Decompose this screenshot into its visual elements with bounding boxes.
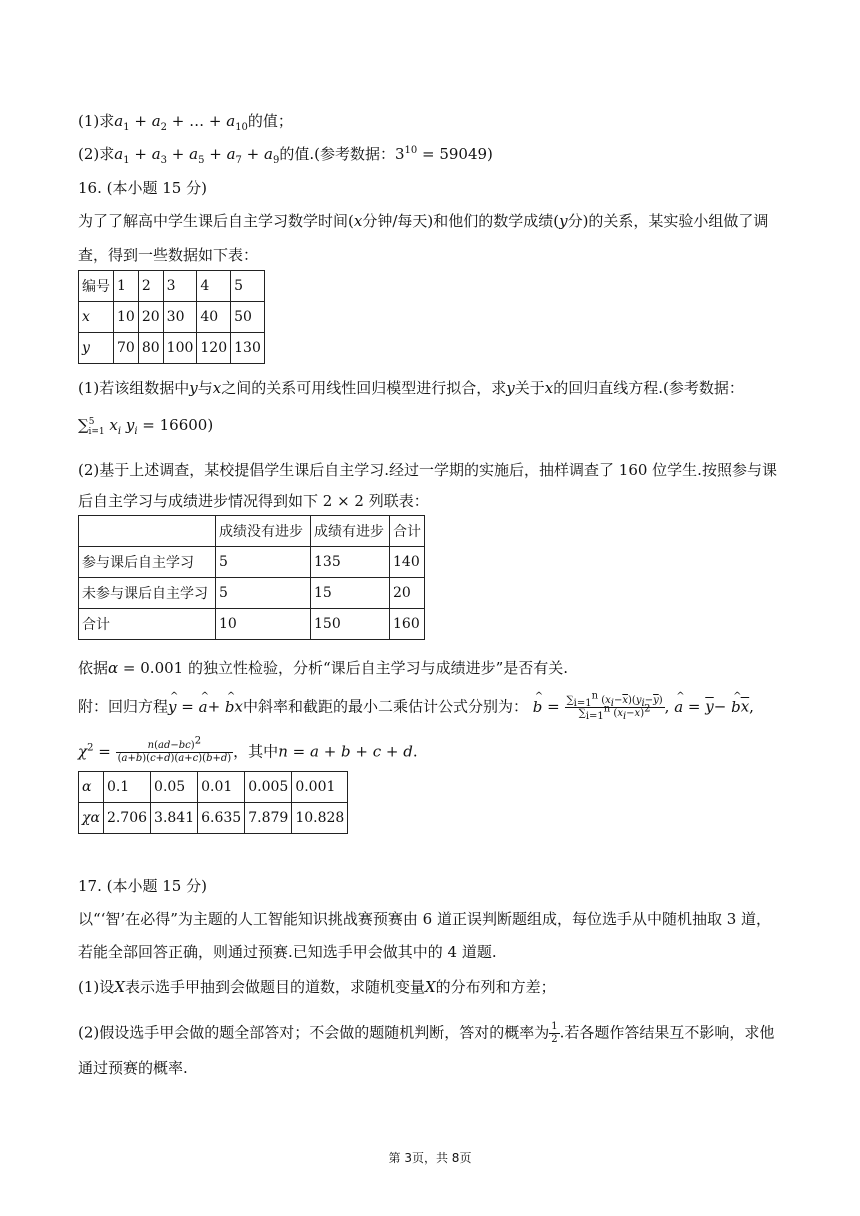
- q16-intro-line1: 为了了解高中学生课后自主学习数学时间(x分钟/每天)和他们的数学成绩(y分)的关系，某实验小组做了调: [78, 212, 769, 230]
- table-cell: 10: [216, 609, 311, 640]
- q16-independence-test: 依据α = 0.001 的独立性检验，分析“课后自主学习与成绩进步”是否有关.: [78, 659, 569, 677]
- table-cell: 10.828: [292, 803, 348, 834]
- table-cell: 30: [163, 302, 197, 333]
- table-cell: y: [79, 333, 114, 364]
- q16-part2-line1: (2)基于上述调查，某校提倡学生课后自主学习.经过一学期的实施后，抽样调查了 160 位学生.按照参与课: [78, 461, 777, 479]
- table-row: [79, 516, 425, 547]
- text: 附：回归方程: [78, 697, 169, 716]
- q16-part1: (1)若该组数据中y与x之间的关系可用线性回归模型进行拟合，求y关于x的回归直线方程.(参考数据：: [78, 379, 744, 397]
- data-table-xy: [78, 270, 265, 364]
- table-cell: 70: [114, 333, 139, 364]
- table-cell: 15: [311, 578, 390, 609]
- text: 分)的关系，某实验小组做了调: [567, 212, 769, 230]
- prev-question-1: (1)求$a_1 + a_2$ + … + $a_{10}$的值；: [78, 112, 293, 133]
- text: ，其中: [233, 742, 279, 761]
- chi-square-fraction: $\frac{n(ad-bc)^2}{(a+b)(c+d)(a+c)(b+d)}$: [117, 735, 232, 764]
- text: 表示选手甲抽到会做题目的道数，求随机变量: [124, 978, 425, 996]
- one-half-fraction: $\frac{1}{2}$: [551, 1021, 558, 1045]
- q16-part2-line2: 后自主学习与成绩进步情况得到如下 2 × 2 列联表：: [78, 492, 429, 510]
- prev-question-2: (2)求$a_1 + a_3 + a_5 + a_7 + a_9$的值.(参考数据：$3^{10} = 59049$): [78, 145, 493, 166]
- q17-line1: 以“‘智’在必得”为主题的人工智能知识挑战赛预赛由 6 道正误判断题组成，每位选手从中随机抽取 3 道，: [78, 910, 772, 928]
- table-cell: 0.005: [245, 772, 292, 803]
- text: 中斜率和截距的最小二乘估计公式分别为：: [242, 697, 528, 716]
- text: 关于: [514, 379, 545, 397]
- text: (2)求: [78, 145, 115, 163]
- q16-intro-line2: 查，得到一些数据如下表：: [78, 246, 259, 264]
- table-cell: 0.001: [292, 772, 348, 803]
- table-cell: 50: [231, 302, 265, 333]
- q17-part2: [78, 1021, 774, 1046]
- text: 为了了解高中学生课后自主学习数学时间(: [78, 212, 354, 230]
- contingency-table: [78, 515, 425, 640]
- text: 之间的关系可用线性回归模型进行拟合，求: [221, 379, 507, 397]
- q17-part1: (1)设X表示选手甲抽到会做题目的道数，求随机变量X的分布列和方差；: [78, 978, 556, 996]
- text: 的回归直线方程.(参考数据：: [553, 379, 744, 397]
- table-cell: α: [79, 772, 104, 803]
- table-cell: 80: [138, 333, 163, 364]
- text: 的值；: [247, 112, 293, 130]
- text: (1)设: [78, 978, 115, 996]
- table-cell: x: [79, 302, 114, 333]
- table-cell: 135: [311, 547, 390, 578]
- table-cell: 120: [197, 333, 231, 364]
- text: (1)求: [78, 112, 115, 130]
- table-cell: 10: [114, 302, 139, 333]
- text: (2)假设选手甲会做的题全部答对；不会做的题随机判断，答对的概率为: [78, 1023, 550, 1042]
- table-cell: 130: [231, 333, 265, 364]
- table-row: [79, 302, 265, 333]
- table-cell: 140: [390, 547, 425, 578]
- table-cell: [79, 516, 216, 547]
- text: 分钟/每天)和他们的数学成绩(: [362, 212, 560, 230]
- q16-part1-sum: ∑$^5_{i=1}$ $x_i$ $y_i = 16600$): [78, 416, 214, 437]
- text: 的值.(参考数据：: [279, 145, 395, 163]
- table-cell: 2: [138, 271, 163, 302]
- table-cell: 5: [216, 547, 311, 578]
- table-cell: 0.1: [103, 772, 150, 803]
- q17-heading: 17. (本小题 15 分): [78, 877, 207, 895]
- table-cell: 成绩有进步: [311, 516, 390, 547]
- table-cell: 150: [311, 609, 390, 640]
- table-cell: 未参与课后自主学习: [79, 578, 216, 609]
- table-row: [79, 547, 425, 578]
- text: (1)若该组数据中: [78, 379, 190, 397]
- table-row: [79, 609, 425, 640]
- q17-part2-cont: 通过预赛的概率.: [78, 1059, 188, 1077]
- text: = 0.001 的独立性检验，分析“课后自主学习与成绩进步”是否有关.: [118, 659, 569, 677]
- text: 的分布列和方差；: [435, 978, 556, 996]
- table-cell: χα: [79, 803, 104, 834]
- table-row: [79, 772, 348, 803]
- table-cell: 合计: [79, 609, 216, 640]
- text: .若各题作答结果互不影响，求他: [559, 1023, 775, 1042]
- page-footer: 第 3页，共 8页: [388, 1151, 472, 1165]
- text: 与: [197, 379, 213, 397]
- table-cell: 20: [138, 302, 163, 333]
- table-row: [79, 803, 348, 834]
- table-cell: 2.706: [103, 803, 150, 834]
- table-cell: 7.879: [245, 803, 292, 834]
- text: = 16600): [137, 416, 214, 434]
- q16-heading: 16. (本小题 15 分): [78, 179, 207, 197]
- q16-appendix: 附：回归方程^ y = ^ a+ ^ bx中斜率和截距的最小二乘估计公式分别为： ^ b = $\frac{\sum_{i=1}^n (x_i-\overline{x})(y_i-\overline{y})}{\sum_{i=1}^n (x_i-\overline{x})^2}$ , ^ $a = \overline{y}-$ ^ $b\overline{x}$,: [78, 695, 754, 720]
- table-row: [79, 333, 265, 364]
- table-cell: 成绩没有进步: [216, 516, 311, 547]
- slope-formula: $\frac{\sum_{i=1}^n (x_i-\overline{x})(y_i-\overline{y})}{\sum_{i=1}^n (x_i-\overline{x})^2}$: [566, 690, 663, 722]
- table-cell: 160: [390, 609, 425, 640]
- table-row: [79, 578, 425, 609]
- table-cell: 1: [114, 271, 139, 302]
- table-cell: 100: [163, 333, 197, 364]
- table-cell: 0.01: [198, 772, 245, 803]
- table-cell: 编号: [79, 271, 114, 302]
- chi-square-formula: $\chi^2$ = $\frac{n(ad-bc)^2}{(a+b)(c+d)(a+c)(b+d)}$ ，其中n = a + b + c + d.: [78, 735, 418, 764]
- table-row: [79, 271, 265, 302]
- q17-line2: 若能全部回答正确，则通过预赛.已知选手甲会做其中的 4 道题.: [78, 943, 497, 961]
- table-cell: 5: [216, 578, 311, 609]
- table-cell: 3.841: [151, 803, 198, 834]
- critical-value-table: [78, 771, 348, 834]
- table-cell: 40: [197, 302, 231, 333]
- table-cell: 0.05: [151, 772, 198, 803]
- table-cell: 5: [231, 271, 265, 302]
- table-cell: 6.635: [198, 803, 245, 834]
- table-cell: 合计: [390, 516, 425, 547]
- text: 依据: [78, 659, 109, 677]
- text: = 59049): [417, 145, 493, 163]
- table-cell: 参与课后自主学习: [79, 547, 216, 578]
- table-cell: 3: [163, 271, 197, 302]
- table-cell: 4: [197, 271, 231, 302]
- table-cell: 20: [390, 578, 425, 609]
